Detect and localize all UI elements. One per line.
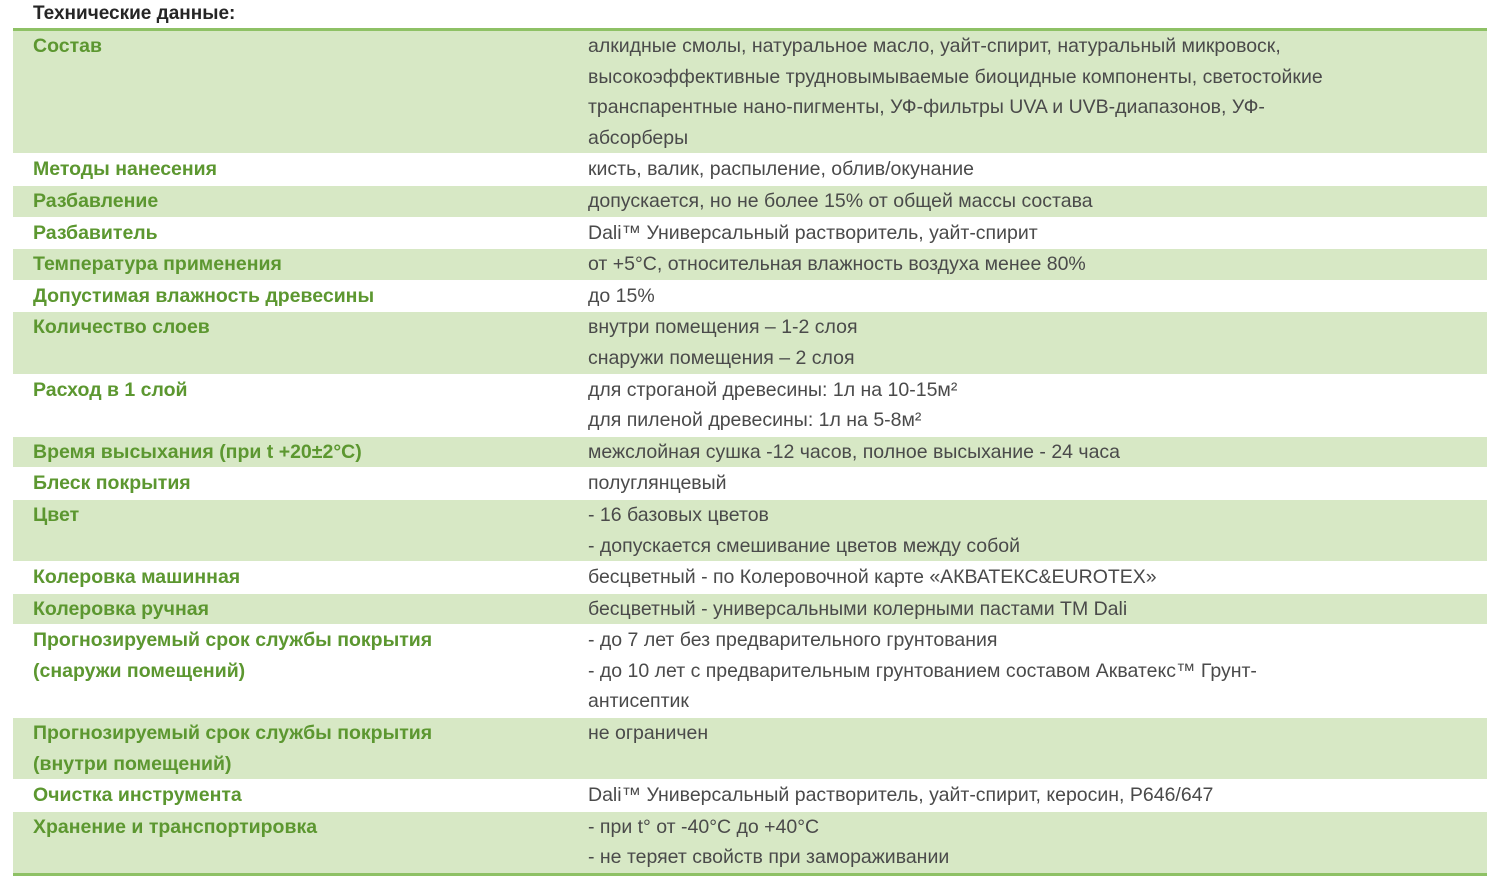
spec-row <box>13 186 1487 218</box>
spec-label <box>13 594 570 625</box>
spec-value-line: - при t° от -40°C до +40°C <box>588 815 820 838</box>
spec-value-line: снаружи помещения – 2 слоя <box>588 346 855 369</box>
spec-value <box>570 812 1487 873</box>
spec-label <box>13 437 570 468</box>
spec-value-line: - до 10 лет с предварительным грунтованием составом Акватекс™ Грунт- <box>588 659 1257 682</box>
spec-label <box>13 625 570 717</box>
spec-label-line: Цвет <box>33 503 80 526</box>
spec-value-line: - допускается смешивание цветов между собой <box>588 534 1021 557</box>
spec-value <box>570 718 1487 779</box>
spec-row <box>13 468 1487 500</box>
spec-label-line: Допустимая влажность древесины <box>33 284 375 307</box>
spec-row <box>13 562 1487 594</box>
spec-value <box>570 780 1487 811</box>
spec-value-line: бесцветный - по Колеровочной карте «АКВАТЕКС&EUROTEX» <box>588 566 1157 589</box>
spec-label-line: (внутри помещений) <box>33 752 232 775</box>
spec-value-line: - не теряет свойств при замораживании <box>588 846 950 869</box>
spec-row <box>13 437 1487 469</box>
spec-value <box>570 594 1487 625</box>
spec-label-line: Хранение и транспортировка <box>33 815 318 838</box>
spec-value <box>570 249 1487 280</box>
spec-label <box>13 281 570 312</box>
spec-value-line: Dali™ Универсальный растворитель, уайт-спирит, керосин, Р646/647 <box>588 784 1214 807</box>
spec-row <box>13 31 1487 154</box>
spec-value-line: для пиленой древесины: 1л на 5-8м² <box>588 409 922 432</box>
spec-value <box>570 437 1487 468</box>
spec-value-line: - до 7 лет без предварительного грунтования <box>588 629 998 652</box>
spec-value <box>570 281 1487 312</box>
spec-value <box>570 500 1487 561</box>
spec-value-line: кисть, валик, распыление, облив/окунание <box>588 158 974 181</box>
spec-label-line: (снаружи помещений) <box>33 659 246 682</box>
spec-label-line: Прогнозируемый срок службы покрытия <box>33 722 433 745</box>
spec-value <box>570 186 1487 217</box>
spec-value-line: высокоэффективные трудновымываемые биоцидные компоненты, светостойкие <box>588 65 1323 88</box>
spec-label <box>13 154 570 185</box>
spec-value-line: алкидные смолы, натуральное масло, уайт-спирит, натуральный микровоск, <box>588 35 1281 57</box>
spec-label <box>13 562 570 593</box>
spec-value <box>570 468 1487 499</box>
spec-label <box>13 186 570 217</box>
spec-label-line: Прогнозируемый срок службы покрытия <box>33 629 433 652</box>
spec-label-line: Разбавление <box>33 189 159 212</box>
spec-label-line: Количество слоев <box>33 316 210 339</box>
spec-row <box>13 154 1487 186</box>
spec-row <box>13 281 1487 313</box>
spec-label-line: Время высыхания (при t +20±2°C) <box>33 440 362 463</box>
spec-value <box>570 562 1487 593</box>
spec-value-line: полуглянцевый <box>588 472 727 495</box>
spec-label <box>13 812 570 873</box>
spec-value-line: антисептик <box>588 690 689 713</box>
spec-row <box>13 718 1487 780</box>
spec-value-line: транспарентные нано-пигменты, УФ-фильтры UVA и UVB-диапазонов, УФ- <box>588 96 1265 119</box>
spec-row <box>13 375 1487 437</box>
spec-value-line: - 16 базовых цветов <box>588 503 769 526</box>
spec-row <box>13 780 1487 812</box>
spec-label-line: Состав <box>33 35 102 57</box>
spec-label <box>13 780 570 811</box>
spec-value-line: допускается, но не более 15% от общей массы состава <box>588 189 1093 212</box>
spec-label-line: Колеровка ручная <box>33 597 209 620</box>
spec-row <box>13 594 1487 626</box>
spec-label <box>13 312 570 373</box>
spec-value-line: Dali™ Универсальный растворитель, уайт-спирит <box>588 221 1038 244</box>
spec-label-line: Очистка инструмента <box>33 784 242 807</box>
spec-value-line: внутри помещения – 1-2 слоя <box>588 316 858 339</box>
spec-table <box>13 28 1487 876</box>
spec-value <box>570 312 1487 373</box>
spec-label <box>13 500 570 561</box>
spec-value <box>570 31 1487 153</box>
spec-label <box>13 218 570 249</box>
spec-row <box>13 500 1487 562</box>
spec-value-line: для строганой древесины: 1л на 10-15м² <box>588 378 958 401</box>
spec-label <box>13 31 570 153</box>
spec-row <box>13 812 1487 873</box>
spec-label-line: Блеск покрытия <box>33 472 191 495</box>
spec-label <box>13 375 570 436</box>
spec-row <box>13 249 1487 281</box>
spec-label-line: Расход в 1 слой <box>33 378 188 401</box>
spec-label <box>13 249 570 280</box>
page-title: Технические данные: <box>33 3 236 24</box>
spec-value <box>570 375 1487 436</box>
spec-row <box>13 312 1487 374</box>
spec-label <box>13 468 570 499</box>
spec-row <box>13 625 1487 718</box>
spec-label-line: Методы нанесения <box>33 158 218 181</box>
spec-value-line: межслойная сушка -12 часов, полное высыхание - 24 часа <box>588 440 1121 463</box>
spec-row <box>13 218 1487 250</box>
spec-label-line: Температура применения <box>33 253 282 276</box>
spec-value-line: абсорберы <box>588 126 689 149</box>
spec-value-line: до 15% <box>588 284 655 307</box>
spec-label <box>13 718 570 779</box>
spec-label-line: Разбавитель <box>33 221 158 244</box>
spec-label-line: Колеровка машинная <box>33 566 241 589</box>
spec-value <box>570 218 1487 249</box>
spec-value-line: бесцветный - универсальными колерными пастами ТМ Dali <box>588 597 1128 620</box>
spec-value <box>570 625 1487 717</box>
spec-value <box>570 154 1487 185</box>
spec-value-line: не ограничен <box>588 722 709 745</box>
spec-value-line: от +5°C, относительная влажность воздуха менее 80% <box>588 253 1086 276</box>
